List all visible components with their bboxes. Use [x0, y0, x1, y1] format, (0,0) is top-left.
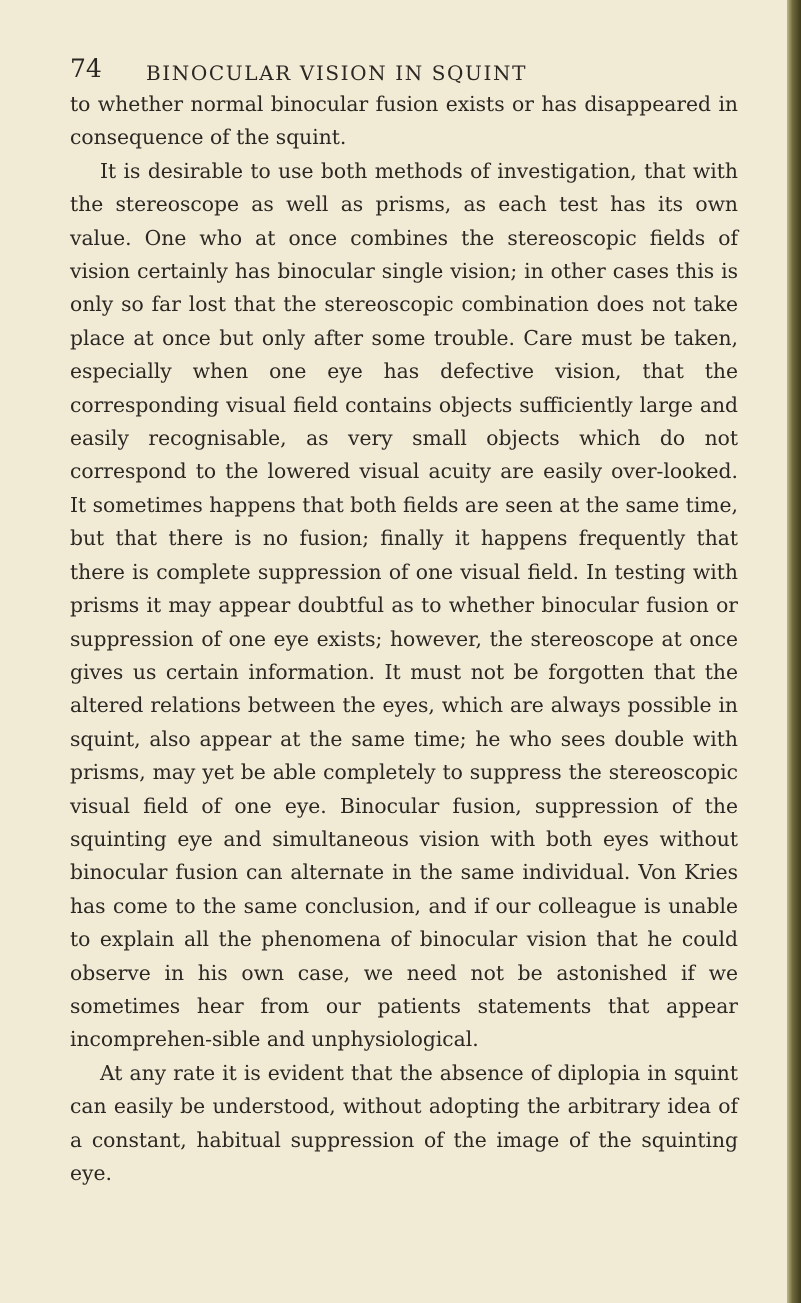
page-number: 74 [70, 54, 102, 83]
binding-edge [787, 0, 801, 1303]
body-text [70, 88, 738, 1190]
running-title: BINOCULAR VISION IN SQUINT [146, 61, 528, 85]
page-header [70, 54, 720, 88]
paragraph-1: to whether normal binocular fusion exists or has disappeared in consequence of the squint. [70, 92, 738, 150]
paragraph-3: At any rate it is evident that the absence of diplopia in squint can easily be understood, without adopting the arbitrary idea of a constant, habitual suppression of the image of the squinting eye. [70, 1060, 738, 1185]
paragraph-2: It is desirable to use both methods of investigation, that with the stereoscope as well as prisms, as each test has its own value. One who at once combines the stereoscopic fields of vision certainly has binocular single vision; in other cases this is only so far lost that the stereoscopic combination does not take place at once but only after some trouble. Care must be taken, especially when one eye has defective vision, that the corresponding visual field contains objects sufficiently large and easily recognisable, as very small objects which do not correspond to the lowered visual acuity are easily over-looked. It sometimes happens that both fields are seen at the same time, but that there is no fusion; finally it happens frequently that there is complete suppression of one visual field. In testing with prisms it may appear doubtful as to whether binocular fusion or suppression of one eye exists; however, the stereoscope at once gives us certain information. It must not be forgotten that the altered relations between the eyes, which are always possible in squint, also appear at the same time; he who sees double with prisms, may yet be able completely to suppress the stereoscopic visual field of one eye. Binocular fusion, suppression of the squinting eye and simultaneous vision with both eyes without binocular fusion can alternate in the same individual. Von Kries has come to the same conclusion, and if our colleague is unable to explain all the phenomena of binocular vision that he could observe in his own case, we need not be astonished if we sometimes hear from our patients statements that appear incomprehen-sible and unphysiological. [70, 158, 738, 1052]
